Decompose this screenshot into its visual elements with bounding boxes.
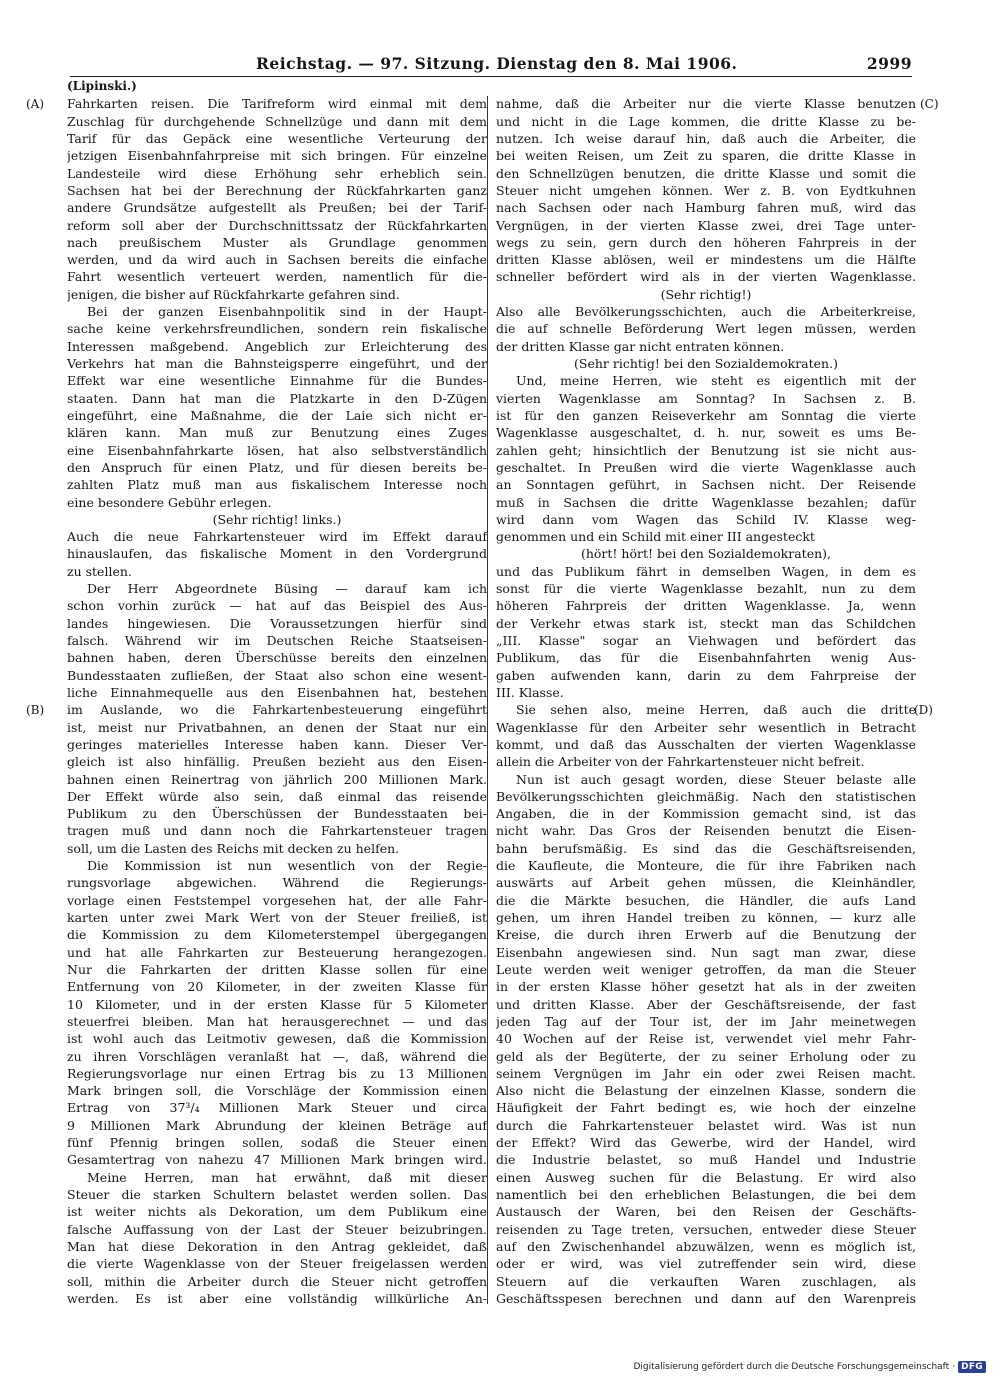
footer-separator: · [952, 1362, 956, 1372]
text-line: liche Einnahmequelle aus den Eisenbahnen hat, bestehen [67, 684, 487, 700]
text-line: bei weiten Reisen, um Zeit zu sparen, die dritte Klasse in [496, 148, 916, 164]
text-line: eine besondere Gebühr erlegen. [67, 494, 272, 510]
text-line: geringes materielles Interesse haben kann. Dieser Ver- [67, 736, 487, 752]
text-line: Der Herr Abgeordnete Büsing — darauf kam ich [87, 581, 487, 597]
text-line: geld als der Begüterte, der zu seiner Erholung oder zu [496, 1048, 916, 1064]
text-line: bahnen haben, deren Überschüsse bereits den einzelnen [67, 650, 487, 666]
margin-marker-d: (D) [914, 703, 933, 717]
text-line: sache keine verkehrsfreundlichen, sondern rein fiskalische [67, 321, 487, 337]
margin-marker-c: (C) [920, 97, 939, 111]
text-line: ist weiter nichts als Dekoration, um dem Publikum eine [67, 1204, 487, 1220]
text-line: werden. Es ist aber eine vollständig willkürliche An- [67, 1290, 487, 1306]
text-line: Entfernung von 20 Kilometer, in der zweiten Klasse für [67, 979, 487, 995]
text-line: bahn berufsmäßig. Es sind das die Geschäftsreisenden, [496, 840, 916, 856]
text-line: Meine Herren, man hat erwähnt, daß mit dieser [87, 1169, 487, 1185]
text-line: an Sonntagen geführt, in Sachsen nicht. Der Reisende [496, 477, 916, 493]
text-line: Gesamtertrag von nahezu 47 Millionen Mark bringen wird. [67, 1152, 487, 1168]
left-column [67, 78, 487, 1307]
text-line: Fahrt wesentlich verteuert werden, namentlich für die- [67, 269, 487, 285]
text-line: jenigen, die bisher auf Rückfahrkarte gefahren sind. [67, 286, 400, 302]
text-line: und das Publikum fährt in demselben Wagen, in dem es [496, 563, 916, 579]
text-line: Geschäftsspesen berechnen und dann auf den Warenpreis [496, 1290, 916, 1306]
text-line: jetzigen Eisenbahnfahrpreise mit sich bringen. Für einzelne [67, 148, 487, 164]
text-line: Austausch der Waren, bei den Reisen der Geschäfts- [496, 1204, 916, 1220]
text-line: andere Grundsätze aufgestellt als Preußen; bei der Tarif- [67, 200, 487, 216]
text-line: gleich ist also hinfällig. Preußen bezieht aus den Eisen- [67, 754, 487, 770]
text-line: ist, meist nur Privatbahnen, an denen der Staat nur ein [67, 719, 487, 735]
text-line: schon vorhin zurück — hat auf das Beispiel des Aus- [67, 598, 487, 614]
page-number: 2999 [866, 54, 912, 73]
text-line: auf den Zwischenhandel abzuwälzen, wenn es möglich ist, [496, 1238, 916, 1254]
text-line: schneller befördert wird als in der vierten Wagenklasse. [496, 269, 916, 285]
text-line: Effekt war eine wesentliche Einnahme für die Bundes- [67, 373, 487, 389]
text-line: Also alle Bevölkerungsschichten, auch die Arbeiterkreise, [496, 304, 916, 320]
text-line: „III. Klasse" sogar an Viehwagen und befördert das [496, 633, 916, 648]
text-line: Man hat diese Dekoration in den Antrag gekleidet, daß [67, 1238, 487, 1254]
text-line: nutzen. Ich weise darauf hin, daß auch die Arbeiter, die [496, 130, 916, 146]
text-line: und dritten Klasse. Aber der Geschäftsreisende, der fast [496, 996, 916, 1012]
text-line: reform soll aber der Durchschnittssatz der Rückfahrkarten [67, 217, 487, 233]
page-header [74, 52, 912, 76]
text-line: Sachsen hat bei der Berechnung der Rückfahrkarten ganz [67, 182, 487, 198]
text-line: (hört! hört! bei den Sozialdemokraten), [580, 546, 832, 562]
text-line: werden, und da wird auch in Sachsen bereits die einfache [67, 252, 487, 268]
text-line: und nicht in die Lage kommen, die dritte Klasse zu be- [496, 113, 916, 129]
text-line: Also nicht die Belastung der einzelnen Klasse, sondern die [496, 1083, 916, 1099]
text-line: landes hingewiesen. Die Voraussetzungen hierfür sind [67, 615, 487, 631]
text-line: Nur die Fahrkarten der dritten Klasse sollen für eine [67, 961, 487, 977]
text-line: Wagenklasse ausgeschaltet, d. h. nur, soweit es ums Be- [496, 425, 916, 441]
text-line: Bei der ganzen Eisenbahnpolitik sind in der Haupt- [87, 304, 487, 320]
text-line: die die Märkte besuchen, die Händler, die aufs Land [496, 892, 916, 908]
text-line: seinem Vergnügen im Jahr ein oder zwei Reisen macht. [496, 1065, 916, 1081]
text-line: Regierungsvorlage nur einen Ertrag bis zu 13 Millionen [67, 1065, 487, 1081]
text-line: genommen und ein Schild mit einer III angesteckt [496, 529, 815, 545]
text-line: die vierte Wagenklasse von der Steuer freigelassen werden [67, 1256, 487, 1272]
text-line: eingeführt, eine Maßnahme, die der Laie sich nicht er- [67, 407, 487, 423]
text-line: nicht wahr. Das Gros der Reisenden benutzt die Eisen- [496, 823, 916, 839]
text-line: Tarif für das Gepäck eine wesentliche Verteurung der [67, 130, 487, 146]
text-line: 40 Wochen auf der Reise ist, verwendet viel mehr Fahr- [496, 1031, 916, 1047]
text-line: karten unter zwei Mark Wert von der Steuer freiließ, ist [67, 910, 487, 925]
text-line: (Sehr richtig! links.) [212, 511, 342, 527]
text-line: sonst für die vierte Wagenklasse bezahlt, nun zu dem [496, 581, 916, 597]
text-line: den Schnellzügen benutzen, die dritte Klasse und somit die [496, 165, 916, 181]
text-line: Mark bringen soll, die Vorschläge der Kommission einen [67, 1083, 487, 1099]
text-line: Bundesstaaten zufließen, der Staat also schon eine wesent- [67, 667, 487, 683]
text-line: muß in Sachsen die dritte Wagenklasse bezahlen; dafür [496, 494, 916, 510]
text-line: Nun ist auch gesagt worden, diese Steuer belaste alle [516, 771, 916, 787]
text-line: auswärts auf Arbeit gehen müssen, die Kleinhändler, [496, 875, 916, 891]
text-line: nach Sachsen oder nach Hamburg fahren muß, wird das [496, 200, 916, 216]
text-line: Häufigkeit der Fahrt bedingt es, wie hoch der einzelne [496, 1100, 916, 1116]
right-column [496, 78, 916, 1307]
text-line: wegs zu sein, gern durch den höheren Fahrpreis in der [496, 234, 916, 250]
text-line: Publikum zu den Überschüssen der Bundesstaaten bei- [67, 806, 487, 822]
text-line: hinauslaufen, das fiskalische Moment in den Vordergrund [67, 546, 487, 562]
text-line: zahlten Platz muß man aus fiskalischem Interesse noch [67, 477, 487, 493]
text-line: rungsvorlage abgewichen. Während die Regierungs- [67, 875, 487, 891]
text-line: der Effekt? Wird das Gewerbe, wird der Handel, wird [496, 1135, 916, 1151]
text-line: kommt, und daß das Ausschalten der vierten Wagenklasse [496, 736, 916, 752]
text-line: allein die Arbeiter von der Fahrkartensteuer nicht befreit. [496, 754, 865, 770]
header-title: Reichstag. — 97. Sitzung. Dienstag den 8. Mai 1906. [256, 54, 738, 73]
text-line: fünf Pfennig bringen sollen, sodaß die Steuer einen [67, 1135, 487, 1151]
text-line: ist für den ganzen Reiseverkehr am Sonntag die vierte [496, 407, 916, 423]
text-line: zu ihren Vorschlägen veranlaßt hat —, daß, während die [67, 1048, 487, 1064]
text-line: Zuschlag für durchgehende Schnellzüge und dann mit dem [67, 113, 487, 129]
margin-marker-a: (A) [26, 97, 45, 111]
text-line: Steuern auf die verkauften Waren zuschlagen, als [496, 1273, 916, 1289]
text-line: einen Ausweg suchen für die Belastung. Er wird also [496, 1169, 916, 1185]
text-line: Ertrag von 37³/₄ Millionen Mark Steuer und circa [67, 1100, 487, 1116]
text-line: Steuer nicht umgehen können. Wer z. B. von Eydtkuhnen [496, 182, 916, 198]
text-line: der Verkehr etwas stark ist, steckt man das Schildchen [496, 615, 916, 631]
text-line: Leute werden weit weniger getroffen, da man die Steuer [496, 961, 916, 977]
text-line: oder er wird, was viel zutreffender sein wird, diese [496, 1256, 916, 1272]
text-line: Wagenklasse für den Arbeiter sehr wesentlich in Betracht [496, 719, 916, 735]
text-line: bahnen einen Reinertrag von jährlich 200 Millionen Mark. [67, 771, 487, 787]
text-line: tragen muß und dann noch die Fahrkartensteuer tragen [67, 823, 487, 839]
text-line: klären kann. Man muß zur Benutzung eines Zuges [67, 425, 487, 441]
text-line: falsch. Während wir im Deutschen Reiche Staatseisen- [67, 633, 487, 648]
text-line: III. Klasse. [496, 684, 564, 700]
text-line: nahme, daß die Arbeiter nur die vierte Klasse benutzen [496, 96, 916, 112]
text-line: die auf schnelle Beförderung Wert legen müssen, werden [496, 321, 916, 337]
text-line: steuerfrei bleiben. Man hat herausgerechnet — und das [67, 1013, 487, 1029]
text-line: Auch die neue Fahrkartensteuer wird im Effekt darauf [67, 529, 487, 545]
text-line: Interessen maßgebend. Angeblich zur Erleichterung des [67, 338, 487, 354]
text-line: Bevölkerungsschichten gleichmäßig. Nach den statistischen [496, 788, 916, 804]
text-line: und hat alle Fahrkarten zur Besteuerung herangezogen. [67, 944, 487, 960]
text-line: zahlen geht; hinsichtlich der Benutzung ist sie nicht aus- [496, 442, 916, 458]
text-line: Sie sehen also, meine Herren, daß auch die dritte [516, 702, 916, 718]
text-line: Steuer die starken Schultern belastet werden sollen. Das [67, 1187, 487, 1202]
column-divider [487, 96, 488, 1304]
text-line: (Lipinski.) [67, 79, 137, 93]
text-line: soll, um die Lasten des Reichs mit decken zu helfen. [67, 840, 400, 856]
text-line: Und, meine Herren, wie steht es eigentlich mit der [516, 373, 916, 389]
text-line: in der ersten Klasse höher gesetzt hat als in der zweiten [496, 979, 916, 995]
text-line: Landesteile wird diese Erhöhung sehr erheblich sein. [67, 165, 487, 181]
text-line: durch die Fahrkartensteuer belastet wird. Was ist nun [496, 1117, 916, 1133]
text-line: falsche Auffassung von der Last der Steuer beizubringen. [67, 1221, 487, 1237]
text-line: eine Eisenbahnfahrkarte lösen, hat also selbstverständlich [67, 442, 487, 458]
text-line: 10 Kilometer, und in der ersten Klasse für 5 Kilometer [67, 996, 487, 1012]
text-line: vierten Wagenklasse am Sonntag? In Sachsen z. B. [496, 390, 916, 406]
text-line: die Industrie belastet, so muß Handel und Industrie [496, 1152, 916, 1168]
text-line: Der Effekt würde also sein, daß einmal das reisende [67, 788, 487, 804]
footer [633, 1361, 986, 1373]
text-line: gehen, um ihren Handel treiben zu können, — kurz alle [496, 910, 916, 925]
text-line: Eisenbahn angewiesen sind. Nun sagt man zwar, diese [496, 944, 916, 960]
text-line: reisenden zu Tage treten, versuchen, entweder diese Steuer [496, 1221, 916, 1237]
text-line: Vergnügen, in der vierten Klasse zwei, drei Tage unter- [496, 217, 916, 233]
header-rule [70, 76, 912, 77]
text-line: höheren Fahrpreis der dritten Wagenklasse. Ja, wenn [496, 598, 916, 614]
text-line: die Kommission zu dem Kilometerstempel übergegangen [67, 927, 487, 943]
text-line: im Auslande, wo die Fahrkartenbesteuerung eingeführt [67, 702, 487, 718]
text-line: Kreise, die durch ihren Erwerb auf die Benutzung der [496, 927, 916, 943]
margin-marker-b: (B) [26, 703, 45, 717]
text-line: ist wohl auch das Leitmotiv gewesen, daß die Kommission [67, 1031, 487, 1047]
text-line: Publikum, das für die Eisenbahnfahrten wenig Aus- [496, 650, 916, 666]
footer-text: Digitalisierung gefördert durch die Deutsche Forschungsgemeinschaft [633, 1362, 950, 1372]
text-line: die Kaufleute, die Monteure, die für ihre Fabriken nach [496, 858, 916, 874]
text-line: wird dann vom Wagen das Schild IV. Klasse weg- [496, 511, 916, 527]
text-line: Fahrkarten reisen. Die Tarifreform wird einmal mit dem [67, 96, 487, 112]
text-line: Die Kommission ist nun wesentlich von der Regie- [87, 858, 487, 874]
text-line: vorlage einen Feststempel vorgesehen hat, der alle Fahr- [67, 892, 487, 908]
text-line: (Sehr richtig! bei den Sozialdemokraten.) [574, 356, 838, 371]
text-line: jeden Tag auf der Tour ist, der im Jahr meinetwegen [496, 1013, 916, 1029]
text-line: 9 Millionen Mark Abrundung der kleinen Beträge auf [67, 1117, 487, 1133]
text-line: gaben aufwenden kann, darin zu dem Fahrpreise der [496, 667, 916, 683]
dfg-logo: DFG [958, 1361, 986, 1373]
text-line: namentlich bei den erheblichen Belastungen, die bei dem [496, 1187, 916, 1202]
text-line: zu stellen. [67, 563, 132, 579]
text-line: staaten. Dann hat man die Platzkarte in den D-Zügen [67, 390, 487, 406]
text-line: der dritten Klasse gar nicht entraten können. [496, 338, 785, 354]
text-line: Verkehrs hat man die Bahnsteigsperre eingeführt, und der [67, 356, 487, 371]
text-line: den Anspruch für einen Platz, und für diesen bereits be- [67, 459, 487, 475]
text-line [496, 78, 916, 95]
text-line: Angaben, die in der Kommission gemacht sind, ist das [496, 806, 916, 822]
text-line: dritten Klasse ablösen, weil er mindestens um die Hälfte [496, 252, 916, 268]
text-line: (Sehr richtig!) [660, 286, 752, 302]
text-line: soll, mithin die Arbeiter durch die Steuer nicht getroffen [67, 1273, 487, 1289]
text-line: nach preußischem Muster als Grundlage genommen [67, 234, 487, 250]
text-line: geschaltet. In Preußen wird die vierte Wagenklasse auch [496, 459, 916, 475]
